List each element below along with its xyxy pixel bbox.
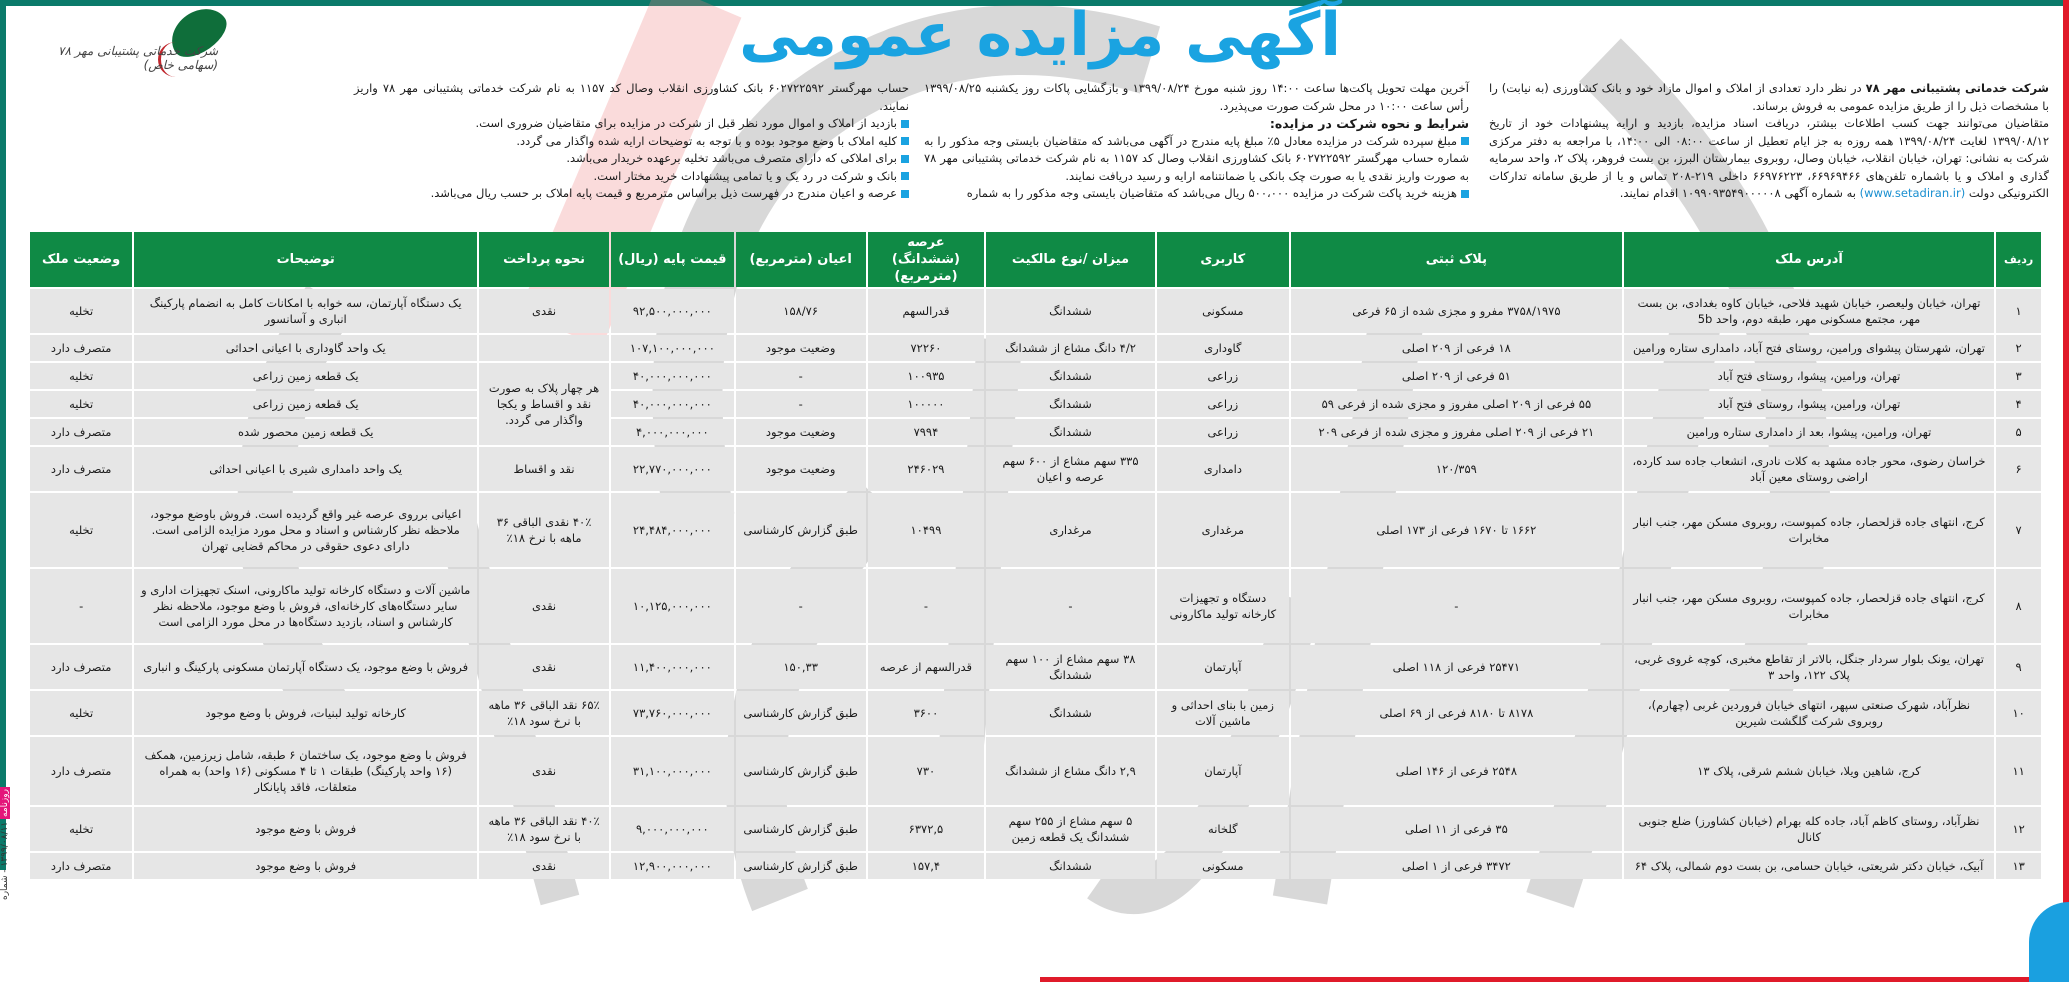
cell-payment: نقدی [479, 853, 609, 879]
cell-building: طبق گزارش کارشناسی [736, 737, 866, 805]
cell-building: وضعیت موجود [736, 335, 866, 361]
intro-paragraph-1 [1489, 80, 2049, 115]
cell-plak: ۱۲۰/۳۵۹ [1291, 447, 1622, 491]
cell-price: ۱۰,۱۲۵,۰۰۰,۰۰۰ [611, 569, 734, 643]
table-row [30, 645, 2041, 689]
cell-radif: ۱۰ [1996, 691, 2041, 735]
cell-building: وضعیت موجود [736, 447, 866, 491]
cell-payment: ۴۰٪ نقدی الباقی ۳۶ ماهه با نرخ ۱۸٪ [479, 493, 609, 567]
cell-building: طبق گزارش کارشناسی [736, 493, 866, 567]
cell-address: تهران، ورامین، پیشوا، بعد از دامداری ستاره ورامین [1624, 419, 1994, 445]
cell-address: تهران، ورامین، پیشوا، روستای فتح آباد [1624, 391, 1994, 417]
cell-address: خراسان رضوی، محور جاده مشهد به کلات نادری، انشعاب جاده سد کارده، اراضی روستای معین آباد [1624, 447, 1994, 491]
cell-building: ۱۵۰,۳۳ [736, 645, 866, 689]
cell-building: طبق گزارش کارشناسی [736, 807, 866, 851]
table-row [30, 807, 2041, 851]
cell-description: یک واحد گاوداری با اعیانی احداثی [134, 335, 477, 361]
cell-radif: ۲ [1996, 335, 2041, 361]
cell-ownership: ۵ سهم مشاع از ۲۵۵ سهم ششدانگ یک قطعه زمین [986, 807, 1154, 851]
cell-plak: ۳۷۵۸/۱۹۷۵ مفرو و مجزی شده از ۶۵ فرعی [1291, 289, 1622, 333]
cell-radif: ۸ [1996, 569, 2041, 643]
cell-description: فروش با وضع موجود [134, 807, 477, 851]
cell-plak: ۵۵ فرعی از ۲۰۹ اصلی مفروز و مجزی شده از فرعی ۵۹ [1291, 391, 1622, 417]
cell-ownership: ششدانگ [986, 391, 1154, 417]
cell-description: ماشین آلات و دستگاه کارخانه تولید ماکارونی، اسنک تجهیزات اداری و سایر دستگاه‌های کارخانه‌ای، فروش با وضع موجود، ملاحظه نظر کارشناس و اسناد، بازدید دستگاه‌ها در محل مورد الزامی است [134, 569, 477, 643]
table-row [30, 289, 2041, 333]
table-row [30, 391, 2041, 417]
cell-description: فروش با وضع موجود [134, 853, 477, 879]
cell-area: ۳۶۰۰ [868, 691, 985, 735]
cell-description: یک قطعه زمین محصور شده [134, 419, 477, 445]
cell-plak: ۱۸ فرعی از ۲۰۹ اصلی [1291, 335, 1622, 361]
cell-description: فروش با وضع موجود، یک ساختمان ۶ طبقه، شامل زیرزمین، همکف (۱۶ واحد پارکینگ) طبقات ۱ تا ۴ مسکونی (۱۶ واحد) به همراه متعلقات، فاقد پایانکار [134, 737, 477, 805]
cell-status: متصرف دارد [30, 419, 132, 445]
cell-address: کرج، انتهای جاده قزلحصار، جاده کمپوست، روبروی مسکن مهر، جنب انبار مخابرات [1624, 493, 1994, 567]
cell-plak: ۲۱ فرعی از ۲۰۹ اصلی مفروز و مجزی شده از فرعی ۲۰۹ [1291, 419, 1622, 445]
cell-usage: زراعی [1157, 363, 1289, 389]
table-row [30, 493, 2041, 567]
table-row [30, 419, 2041, 445]
condition-bullet-fee: هزینه خرید پاکت شرکت در مزایده ۵۰۰،۰۰۰ ریال می‌باشد که متقاضیان بایستی وجه مذکور را به شماره [924, 185, 1469, 203]
cell-usage: گلخانه [1157, 807, 1289, 851]
header-payment: نحوه پرداخت [479, 232, 609, 287]
cell-price: ۹۲,۵۰۰,۰۰۰,۰۰۰ [611, 289, 734, 333]
cell-usage: زراعی [1157, 419, 1289, 445]
conditions-title: شرایط و نحوه شرکت در مزایده: [1269, 116, 1469, 131]
cell-building: - [736, 569, 866, 643]
cell-usage: مسکونی [1157, 853, 1289, 879]
intro-paragraph-2-end: به شماره آگهی ۱۰۹۹۰۹۳۵۴۹۰۰۰۰۰۸ اقدام نمایند. [1619, 186, 1860, 200]
cell-radif: ۷ [1996, 493, 2041, 567]
condition-bullet: برای املاکی که دارای متصرف می‌باشد تخلیه برعهده خریدار می‌باشد. [354, 150, 909, 168]
cell-usage: گاوداری [1157, 335, 1289, 361]
header-address: آدرس ملک [1624, 232, 1994, 287]
cell-payment: نقدی [479, 289, 609, 333]
company-logo [18, 12, 218, 82]
cell-radif: ۵ [1996, 419, 2041, 445]
cell-description: یک واحد دامداری شیری با اعیانی احداثی [134, 447, 477, 491]
cell-area: ۷۹۹۴ [868, 419, 985, 445]
cell-price: ۱۲,۹۰۰,۰۰۰,۰۰۰ [611, 853, 734, 879]
condition-bullet: عرصه و اعیان مندرج در فهرست ذیل براساس مترمربع و قیمت پایه املاک بر حسب ریال می‌باشد. [354, 185, 909, 203]
cell-status: تخلیه [30, 493, 132, 567]
cell-price: ۲۲,۷۷۰,۰۰۰,۰۰۰ [611, 447, 734, 491]
cell-area: ۲۴۶۰۲۹ [868, 447, 985, 491]
cell-address: تهران، ورامین، پیشوا، روستای فتح آباد [1624, 363, 1994, 389]
cell-payment [479, 335, 609, 361]
table-row [30, 447, 2041, 491]
cell-status: تخلیه [30, 691, 132, 735]
cell-building: - [736, 363, 866, 389]
page-title: آگهی مزایده عمومی [739, 0, 1341, 70]
cell-usage: آپارتمان [1157, 645, 1289, 689]
cell-plak: ۳۵ فرعی از ۱۱ اصلی [1291, 807, 1622, 851]
cell-ownership: - [986, 569, 1154, 643]
cell-plak: ۲۵۴۷۱ فرعی از ۱۱۸ اصلی [1291, 645, 1622, 689]
intro-column-right [1489, 80, 2049, 203]
cell-area: قدرالسهم [868, 289, 985, 333]
cell-radif: ۱۲ [1996, 807, 2041, 851]
cell-description: یک دستگاه آپارتمان، سه خوابه با امکانات کامل به انضمام پارکینگ انباری و آسانسور [134, 289, 477, 333]
cell-address: تهران، خیابان ولیعصر، خیابان شهید فلاحی، خیابان کاوه بغدادی، بن بست مهر، مجتمع مسکونی مهر، طبقه دوم، واحد 5b [1624, 289, 1994, 333]
cell-area: ۱۰۰۰۰۰ [868, 391, 985, 417]
cell-plak: ۸۱۷۸ تا ۸۱۸۰ فرعی از ۶۹ اصلی [1291, 691, 1622, 735]
cell-area: ۷۲۲۶۰ [868, 335, 985, 361]
cell-price: ۹,۰۰۰,۰۰۰,۰۰۰ [611, 807, 734, 851]
cell-radif: ۱۳ [1996, 853, 2041, 879]
cell-price: ۱۱,۴۰۰,۰۰۰,۰۰۰ [611, 645, 734, 689]
intro-paragraph-2-text: متقاضیان می‌توانند جهت کسب اطلاعات بیشتر، دریافت اسناد مزایده، بازدید و ارایه پیشنهادات خود از تاریخ ۱۳۹۹/۰۸/۱۲ لغایت ۱۳۹۹/۰۸/۲۴ همه روزه به جز ایام تعطیل از ساعت ۰۸:۰۰ الی ۱۴:۰۰، با مراجعه به دفتر مرکزی شرکت به نشانی: تهران، خیابان انقلاب، خیابان وصال، روبروی بیمارستان البرز، بن بست فروهر، پلاک ۲، واحد سرمایه گذاری و املاک و یا باشماره تلفن‌های ۶۶۹۶۹۴۶۶، ۶۶۹۷۶۲۲۳ داخلی ۲۱۹-۲۰۸ تماس و یا از طریق سامانه تدارکات الکترونیکی دولت [1489, 116, 2049, 200]
side-strip [0, 600, 14, 900]
cell-description: فروش با وضع موجود، یک دستگاه آپارتمان مسکونی پارکینگ و انباری [134, 645, 477, 689]
cell-usage: دستگاه و تجهیزات کارخانه تولید ماکارونی [1157, 569, 1289, 643]
cell-building: طبق گزارش کارشناسی [736, 853, 866, 879]
cell-building: - [736, 391, 866, 417]
header-building: اعیان (مترمربع) [736, 232, 866, 287]
cell-area: قدرالسهم از عرصه [868, 645, 985, 689]
cell-address: کرج، انتهای جاده قزلحصار، جاده کمپوست، روبروی مسکن مهر، جنب انبار مخابرات [1624, 569, 1994, 643]
cell-description: کارخانه تولید لبنیات، فروش با وضع موجود [134, 691, 477, 735]
side-strip-label: روزنامه [0, 788, 10, 817]
intro-column-middle [924, 80, 1469, 203]
cell-usage: مرغداری [1157, 493, 1289, 567]
cell-area: - [868, 569, 985, 643]
cell-status: تخلیه [30, 807, 132, 851]
header-price: قیمت پایه (ریال) [611, 232, 734, 287]
cell-building: وضعیت موجود [736, 419, 866, 445]
cell-usage: آپارتمان [1157, 737, 1289, 805]
cell-ownership: ۳۸ سهم مشاع از ۱۰۰ سهم ششدانگ [986, 645, 1154, 689]
cell-address: آبیک، خیابان دکتر شریعتی، خیابان حسامی، بن بست دوم شمالی، پلاک ۶۴ [1624, 853, 1994, 879]
header-radif: ردیف [1996, 232, 2041, 287]
cell-price: ۴۰,۰۰۰,۰۰۰,۰۰۰ [611, 391, 734, 417]
cell-status: تخلیه [30, 391, 132, 417]
side-strip-date: ۱۳۹۹/۰۸/۱۱ - شماره [0, 821, 10, 900]
cell-radif: ۴ [1996, 391, 2041, 417]
table-row [30, 335, 2041, 361]
cell-payment: نقدی [479, 737, 609, 805]
header-status: وضعیت ملک [30, 232, 132, 287]
cell-area: ۶۳۷۲,۵ [868, 807, 985, 851]
cell-status: متصرف دارد [30, 335, 132, 361]
cell-description: یک قطعه زمین زراعی [134, 363, 477, 389]
cell-payment: ۴۰٪ نقد الباقی ۳۶ ماهه با نرخ سود ۱۸٪ [479, 807, 609, 851]
cell-radif: ۱۱ [1996, 737, 2041, 805]
cell-ownership: مرغداری [986, 493, 1154, 567]
intro-paragraph-1-text: در نظر دارد تعدادی از املاک و اموال مازاد خود و بانک کشاورزی (به نیابت) را با مشخصات ذیل را از طریق مزایده عمومی به فروش برساند. [1489, 81, 2049, 113]
cell-status: متصرف دارد [30, 853, 132, 879]
cell-plak: ۳۴۷۲ فرعی از ۱ اصلی [1291, 853, 1622, 879]
cell-radif: ۶ [1996, 447, 2041, 491]
cell-status: تخلیه [30, 289, 132, 333]
cell-status: متصرف دارد [30, 645, 132, 689]
cell-address: نظرآباد، روستای کاظم آباد، جاده کله بهرام (خیابان کشاورز) ضلع جنوبی کانال [1624, 807, 1994, 851]
cell-status: - [30, 569, 132, 643]
properties-table [28, 230, 2043, 881]
cell-status: متصرف دارد [30, 737, 132, 805]
cell-usage: زمین با بنای احداثی و ماشین آلات [1157, 691, 1289, 735]
cell-area: ۱۵۷,۴ [868, 853, 985, 879]
cell-radif: ۹ [1996, 645, 2041, 689]
cell-radif: ۳ [1996, 363, 2041, 389]
cell-address: کرج، شاهین ویلا، خیابان ششم شرقی، پلاک ۱۳ [1624, 737, 1994, 805]
cell-ownership: ۲,۹ دانگ مشاع از ششدانگ [986, 737, 1154, 805]
cell-ownership: ششدانگ [986, 853, 1154, 879]
header-plak: پلاک ثبتی [1291, 232, 1622, 287]
cell-address: نظرآباد، شهرک صنعتی سپهر، انتهای خیابان فروردین غربی (چهارم)، روبروی شرکت گلگشت شیرین [1624, 691, 1994, 735]
frame-right-border [2063, 0, 2069, 982]
cell-usage: زراعی [1157, 391, 1289, 417]
cell-ownership: ششدانگ [986, 419, 1154, 445]
company-name: شرکت خدماتی پشتیبانی مهر ۷۸ [1865, 81, 2049, 95]
setadiran-link[interactable]: (www.setadiran.ir) [1859, 186, 1966, 200]
cell-description: اعیانی برروی عرصه غیر واقع گردیده است. فروش باوضع موجود، ملاحظه نظر کارشناس و اسناد و محل مورد مزایده الزامی است. دارای دعوی حقوقی در محاکم قضایی تهران [134, 493, 477, 567]
header-usage: کاربری [1157, 232, 1289, 287]
cell-area: ۱۰۰۹۳۵ [868, 363, 985, 389]
cell-address: تهران، یونک بلوار سردار جنگل، بالاتر از تقاطع مخبری، کوچه غروی غربی، پلاک ۱۲۲، واحد ۳ [1624, 645, 1994, 689]
cell-price: ۷۳,۷۶۰,۰۰۰,۰۰۰ [611, 691, 734, 735]
condition-bullet-deposit: مبلغ سپرده شرکت در مزایده معادل ۵٪ مبلغ پایه مندرج در آگهی می‌باشد که متقاضیان بایستی وجه مذکور را به شماره حساب مهرگستر ۶۰۲۷۲۲۵۹۲ بانک کشاورزی انقلاب وصال کد ۱۱۵۷ به نام شرکت خدماتی پشتیبانی مهر ۷۸ به صورت واریز نقدی یا به صورت چک بانکی یا ضمانتنامه ارایه و رسید دریافت نمایند. [924, 133, 1469, 186]
cell-building: طبق گزارش کارشناسی [736, 691, 866, 735]
frame-corner-accent [2029, 902, 2069, 982]
cell-building: ۱۵۸/۷۶ [736, 289, 866, 333]
cell-ownership: ۴/۲ دانگ مشاع از ششدانگ [986, 335, 1154, 361]
header-ownership: میزان /نوع مالکیت [986, 232, 1154, 287]
properties-table-wrapper [28, 230, 2043, 881]
cell-plak: ۱۶۶۲ تا ۱۶۷۰ فرعی از ۱۷۳ اصلی [1291, 493, 1622, 567]
cell-payment: نقدی [479, 645, 609, 689]
header-area: عرصه (ششدانگ) (مترمربع) [868, 232, 985, 287]
table-row [30, 853, 2041, 879]
cell-area: ۷۳۰ [868, 737, 985, 805]
cell-plak: - [1291, 569, 1622, 643]
logo-text: شرکت خدماتی پشتیبانی مهر ۷۸ (سهامی خاص) [58, 44, 218, 72]
cell-price: ۴۰,۰۰۰,۰۰۰,۰۰۰ [611, 363, 734, 389]
cell-payment: نقدی [479, 569, 609, 643]
cell-price: ۲۴,۴۸۴,۰۰۰,۰۰۰ [611, 493, 734, 567]
cell-price: ۴,۰۰۰,۰۰۰,۰۰۰ [611, 419, 734, 445]
intro-column-left [354, 80, 909, 203]
table-row [30, 691, 2041, 735]
cell-plak: ۵۱ فرعی از ۲۰۹ اصلی [1291, 363, 1622, 389]
cell-description: یک قطعه زمین زراعی [134, 391, 477, 417]
table-row [30, 737, 2041, 805]
cell-usage: دامداری [1157, 447, 1289, 491]
account-paragraph: حساب مهرگستر ۶۰۲۷۲۲۵۹۲ بانک کشاورزی انقلاب وصال کد ۱۱۵۷ به نام شرکت خدماتی پشتیبانی مهر ۷۸ واریز نمایند. [354, 81, 909, 113]
intro-paragraph-2 [1489, 115, 2049, 203]
cell-status: متصرف دارد [30, 447, 132, 491]
cell-ownership: ششدانگ [986, 691, 1154, 735]
condition-bullet: بازدید از املاک و اموال مورد نظر قبل از شرکت در مزایده برای متقاضیان ضروری است. [354, 115, 909, 133]
cell-plak: ۲۵۴۸ فرعی از ۱۴۶ اصلی [1291, 737, 1622, 805]
table-row [30, 363, 2041, 389]
deadline-paragraph: آخرین مهلت تحویل پاکت‌ها ساعت ۱۴:۰۰ روز شنبه مورخ ۱۳۹۹/۰۸/۲۴ و بازگشایی پاکات روز یکشنبه ۱۳۹۹/۰۸/۲۵ رأس ساعت ۱۰:۰۰ در محل شرکت صورت می‌پذیرد. [924, 81, 1469, 113]
condition-bullet: کلیه املاک با وضع موجود بوده و با توجه به توضیحات ارایه شده واگذار می گردد. [354, 133, 909, 151]
header-description: توضیحات [134, 232, 477, 287]
cell-price: ۱۰۷,۱۰۰,۰۰۰,۰۰۰ [611, 335, 734, 361]
table-row [30, 569, 2041, 643]
cell-ownership: ششدانگ [986, 363, 1154, 389]
cell-area: ۱۰۴۹۹ [868, 493, 985, 567]
cell-payment: ۶۵٪ نقد الباقی ۳۶ ماهه با نرخ سود ۱۸٪ [479, 691, 609, 735]
frame-bottom-border [1040, 977, 2069, 982]
cell-radif: ۱ [1996, 289, 2041, 333]
cell-status: تخلیه [30, 363, 132, 389]
cell-usage: مسکونی [1157, 289, 1289, 333]
cell-ownership: ششدانگ [986, 289, 1154, 333]
cell-payment: نقد و اقساط [479, 447, 609, 491]
table-header-row [30, 232, 2041, 287]
condition-bullet: بانک و شرکت در رد یک و یا تمامی پیشنهادات خرید مختار است. [354, 168, 909, 186]
cell-ownership: ۳۳۵ سهم مشاع از ۶۰۰ سهم عرصه و اعیان [986, 447, 1154, 491]
cell-address: تهران، شهرستان پیشوای ورامین، روستای فتح آباد، دامداری ستاره ورامین [1624, 335, 1994, 361]
cell-price: ۳۱,۱۰۰,۰۰۰,۰۰۰ [611, 737, 734, 805]
cell-payment-merged: هر چهار پلاک به صورت نقد و اقساط و یکجا واگذار می گردد. [479, 363, 609, 445]
